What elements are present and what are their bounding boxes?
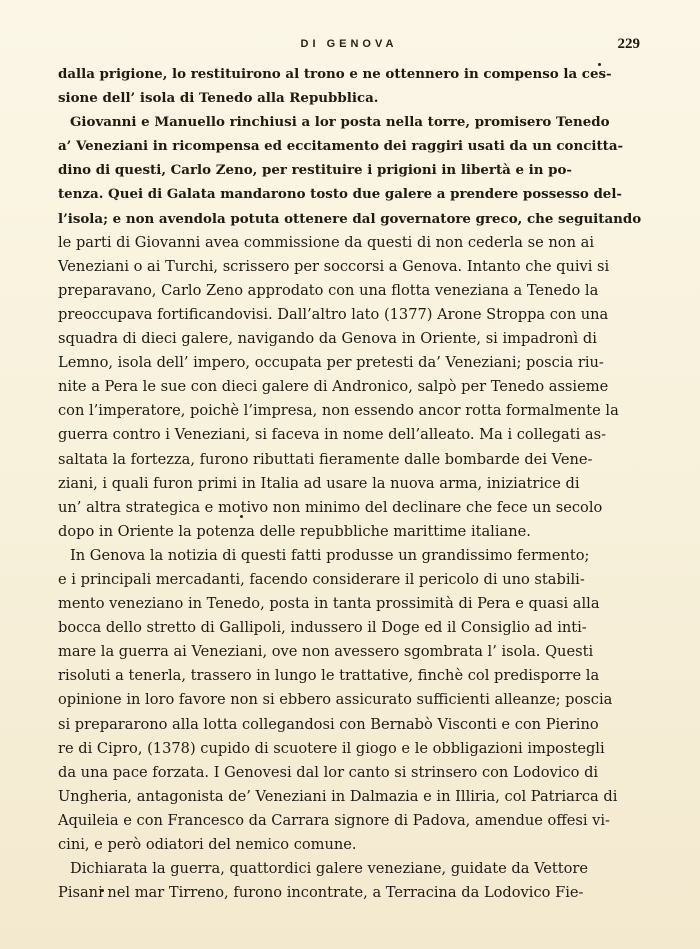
text-line: preoccupava fortificandovisi. Dall’altro lato (1377) Arone Stroppa con una [58, 305, 609, 323]
text-line: Ungheria, antagonista de’ Veneziani in Dalmazia e in Illiria, col Patriarca di [58, 787, 618, 805]
body-text [58, 62, 642, 905]
paragraph-first-line: In Genova la notizia di questi fatti produsse un grandissimo fermento; [70, 546, 590, 564]
text-line: preparavano, Carlo Zeno approdato con una flotta veneziana a Tenedo la [58, 281, 599, 299]
text-line: si prepararono alla lotta collegandosi con Bernabò Visconti e con Pierino [58, 715, 599, 733]
text-line: re di Cipro, (1378) cupido di scuotere il giogo e le obbligazioni impostegli [58, 739, 605, 757]
text-line: Lemno, isola dell’ impero, occupata per pretesti da’ Veneziani; poscia riu- [58, 354, 604, 372]
running-head: DI GENOVA [300, 38, 398, 50]
text-line: nite a Pera le sue con dieci galere di Andronico, salpò per Tenedo assieme [58, 378, 609, 396]
text-line: dopo in Oriente la potenza delle repubbliche marittime italiane. [58, 522, 531, 540]
text-line: cini, e però odiatori del nemico comune. [58, 836, 357, 853]
text-line: con l’imperatore, poichè l’impresa, non essendo ancor rotta formalmente la [58, 402, 619, 420]
text-line: l’isola; e non avendola potuta ottenere dal governatore greco, che seguitando [58, 210, 642, 227]
text-line: le parti di Giovanni avea commissione da questi di non cederla se non ai [58, 233, 594, 251]
text-line: saltata la fortezza, furono ributtati fieramente dalle bombarde dei Vene- [58, 450, 593, 468]
text-line: opinione in loro favore non si ebbero assicurato sufficienti alleanze; poscia [58, 691, 613, 709]
text-line: mento veneziano in Tenedo, posta in tanta prossimità di Pera e quasi alla [58, 595, 600, 613]
text-line: tenza. Quei di Galata mandarono tosto due galere a prendere possesso del- [58, 186, 622, 203]
text-line: risoluti a tenerla, trassero in lungo le trattative, finchè col predisporre la [58, 667, 600, 685]
page-header [58, 36, 640, 56]
text-line: Pisani nel mar Tirreno, furono incontrate, a Terracina da Lodovico Fie- [58, 884, 584, 902]
text-line: a’ Veneziani in ricompensa ed eccitamento dei raggiri usati da un concitta- [58, 138, 624, 155]
text-line: bocca dello stretto di Gallipoli, indussero il Doge ed il Consiglio ad inti- [58, 619, 587, 637]
text-line: ziani, i quali furon primi in Italia ad usare la nuova arma, iniziatrice di [58, 474, 580, 492]
text-line: da una pace forzata. I Genovesi dal lor canto si strinsero con Lodovico di [58, 763, 599, 781]
text-line: Aquileia e con Francesco da Carrara signore di Padova, amendue offesi vi- [58, 811, 610, 829]
text-line: e i principali mercadanti, facendo considerare il pericolo di uno stabili- [58, 570, 585, 588]
text-line: mare la guerra ai Veneziani, ove non avessero sgombrata l’ isola. Questi [58, 643, 594, 661]
text-line: guerra contro i Veneziani, si faceva in nome dell’alleato. Ma i collegati as- [58, 426, 607, 444]
text-line: Veneziani o ai Turchi, scrissero per soccorsi a Genova. Intanto che quivi si [58, 257, 610, 275]
page-number: 229 [617, 36, 640, 52]
text-line: dino di questi, Carlo Zeno, per restituire i prigioni in libertà e in po- [58, 162, 572, 179]
text-line: squadra di dieci galere, navigando da Genova in Oriente, si impadronì di [58, 330, 597, 348]
paragraph-first-line: Giovanni e Manuello rinchiusi a lor posta nella torre, promisero Tenedo [70, 114, 610, 131]
text-line: dalla prigione, lo restituirono al trono e ne ottennero in compenso la ces- [58, 66, 612, 82]
text-line: un’ altra strategica e motivo non minimo del declinare che fece un secolo [58, 498, 603, 516]
text-line: sione dell’ isola di Tenedo alla Repubblica. [58, 90, 379, 107]
paragraph-first-line: Dichiarata la guerra, quattordici galere veneziane, guidate da Vettore [70, 860, 589, 878]
